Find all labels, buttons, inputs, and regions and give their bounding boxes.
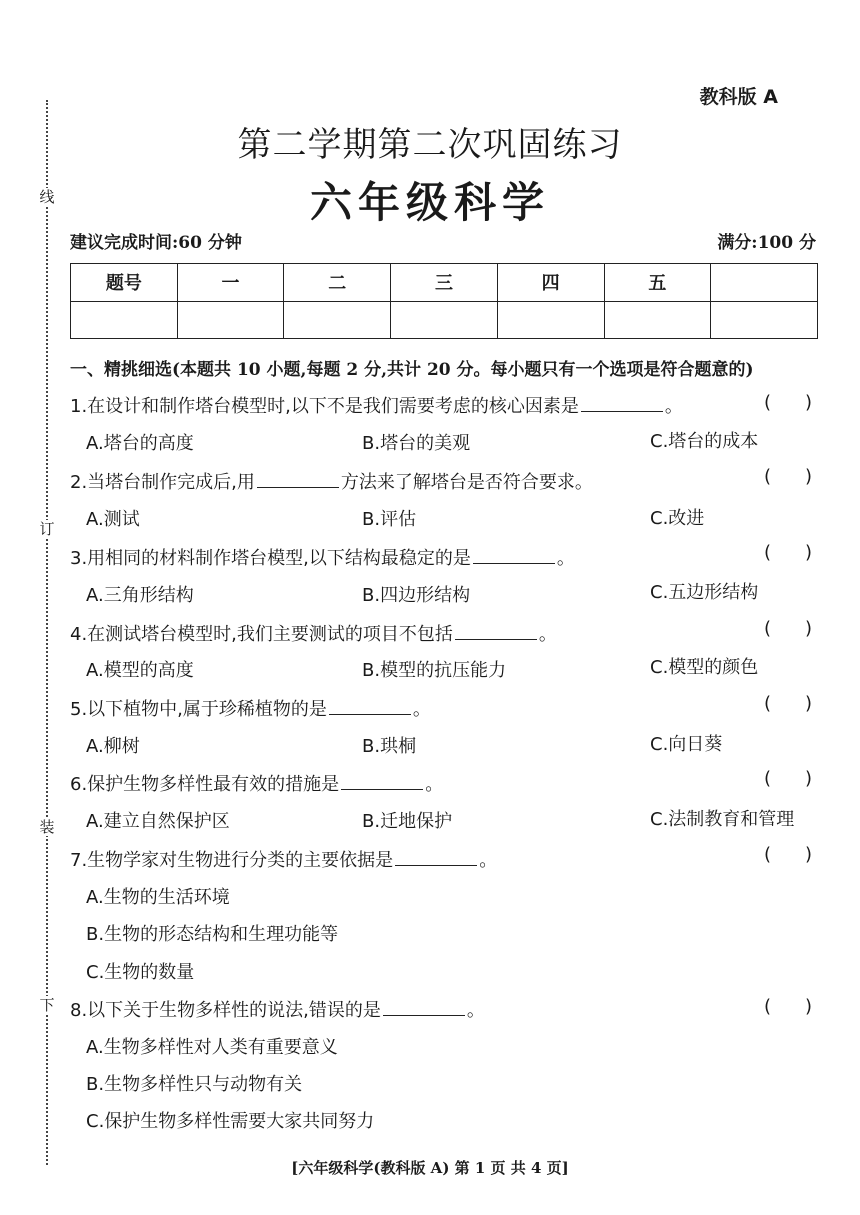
question-7: 7.生物学家对生物进行分类的主要依据是 。 [70, 850, 498, 871]
score-table-header: 五 [604, 264, 711, 302]
score-table-header: 题号 [71, 264, 178, 302]
binding-mark-zhuang: 装 [34, 818, 60, 836]
option-c: C.向日葵 [650, 734, 723, 755]
binding-mark-xian: 线 [34, 188, 60, 206]
option-b: B.迁地保护 [362, 811, 453, 832]
score-label: 满分:100 分 [717, 233, 816, 253]
answer-parentheses: ( ) [764, 996, 812, 1017]
option-a: A.建立自然保护区 [86, 811, 230, 832]
answer-blank [581, 395, 663, 412]
score-cell [177, 301, 284, 339]
option-a: A.生物的生活环境 [86, 887, 230, 908]
score-table-header: 三 [391, 264, 498, 302]
answer-blank [257, 471, 339, 488]
answer-parentheses: ( ) [764, 466, 812, 487]
section-heading: 一、精挑细选(本题共 10 小题,每题 2 分,共计 20 分。每小题只有一个选项是符合题意的) [70, 360, 754, 380]
score-table-header-row [71, 264, 818, 302]
option-b: B.模型的抗压能力 [362, 660, 507, 681]
score-table-score-row [71, 301, 818, 339]
score-table [70, 263, 818, 339]
score-cell [71, 301, 178, 339]
score-table-header: 二 [284, 264, 391, 302]
answer-parentheses: ( ) [764, 618, 812, 639]
option-c: C.五边形结构 [650, 582, 759, 603]
option-b: B.生物多样性只与动物有关 [86, 1074, 303, 1095]
option-c: C.模型的颜色 [650, 657, 759, 678]
option-b: B.生物的形态结构和生理功能等 [86, 924, 339, 945]
time-label: 建议完成时间:60 分钟 [70, 233, 242, 253]
option-c: C.法制教育和管理 [650, 809, 795, 830]
option-b: B.塔台的美观 [362, 433, 471, 454]
option-b: B.四边形结构 [362, 585, 471, 606]
answer-blank [455, 623, 537, 640]
option-b: B.珙桐 [362, 736, 417, 757]
option-a: A.三角形结构 [86, 585, 194, 606]
answer-parentheses: ( ) [764, 844, 812, 865]
option-a: A.生物多样性对人类有重要意义 [86, 1037, 338, 1058]
answer-parentheses: ( ) [764, 768, 812, 789]
question-1: 1.在设计和制作塔台模型时,以下不是我们需要考虑的核心因素是 。 [70, 396, 683, 417]
option-b: B.评估 [362, 509, 417, 530]
score-cell [284, 301, 391, 339]
binding-mark-xia: 下 [34, 996, 60, 1014]
answer-parentheses: ( ) [764, 542, 812, 563]
answer-blank [341, 773, 423, 790]
answer-blank [383, 999, 465, 1016]
option-a: A.塔台的高度 [86, 433, 194, 454]
page-footer: [六年级科学(教科版 A) 第 1 页 共 4 页] [291, 1159, 569, 1177]
score-cell [391, 301, 498, 339]
option-a: A.模型的高度 [86, 660, 194, 681]
answer-blank [395, 849, 477, 866]
question-2: 2.当塔台制作完成后,用 方法来了解塔台是否符合要求。 [70, 472, 593, 493]
option-c: C.改进 [650, 508, 705, 529]
score-cell [711, 301, 818, 339]
question-6: 6.保护生物多样性最有效的措施是 。 [70, 774, 444, 795]
question-8: 8.以下关于生物多样性的说法,错误的是 。 [70, 1000, 485, 1021]
answer-blank [473, 547, 555, 564]
answer-blank [329, 698, 411, 715]
question-5: 5.以下植物中,属于珍稀植物的是 。 [70, 699, 431, 720]
option-a: A.柳树 [86, 736, 140, 757]
exam-subject: 六年级科学 [309, 178, 550, 227]
option-c: C.保护生物多样性需要大家共同努力 [86, 1111, 375, 1132]
question-3: 3.用相同的材料制作塔台模型,以下结构最稳定的是 。 [70, 548, 575, 569]
answer-parentheses: ( ) [764, 392, 812, 413]
answer-parentheses: ( ) [764, 693, 812, 714]
score-table-header [711, 264, 818, 302]
option-a: A.测试 [86, 509, 140, 530]
score-cell [604, 301, 711, 339]
option-c: C.生物的数量 [86, 962, 195, 983]
exam-title: 第二学期第二次巩固练习 [237, 125, 623, 165]
option-c: C.塔台的成本 [650, 431, 759, 452]
score-table-header: 四 [497, 264, 604, 302]
score-cell [497, 301, 604, 339]
binding-mark-ding: 订 [34, 520, 60, 538]
question-4: 4.在测试塔台模型时,我们主要测试的项目不包括 。 [70, 624, 557, 645]
edition-label: 教科版 A [699, 86, 778, 108]
score-table-header: 一 [177, 264, 284, 302]
